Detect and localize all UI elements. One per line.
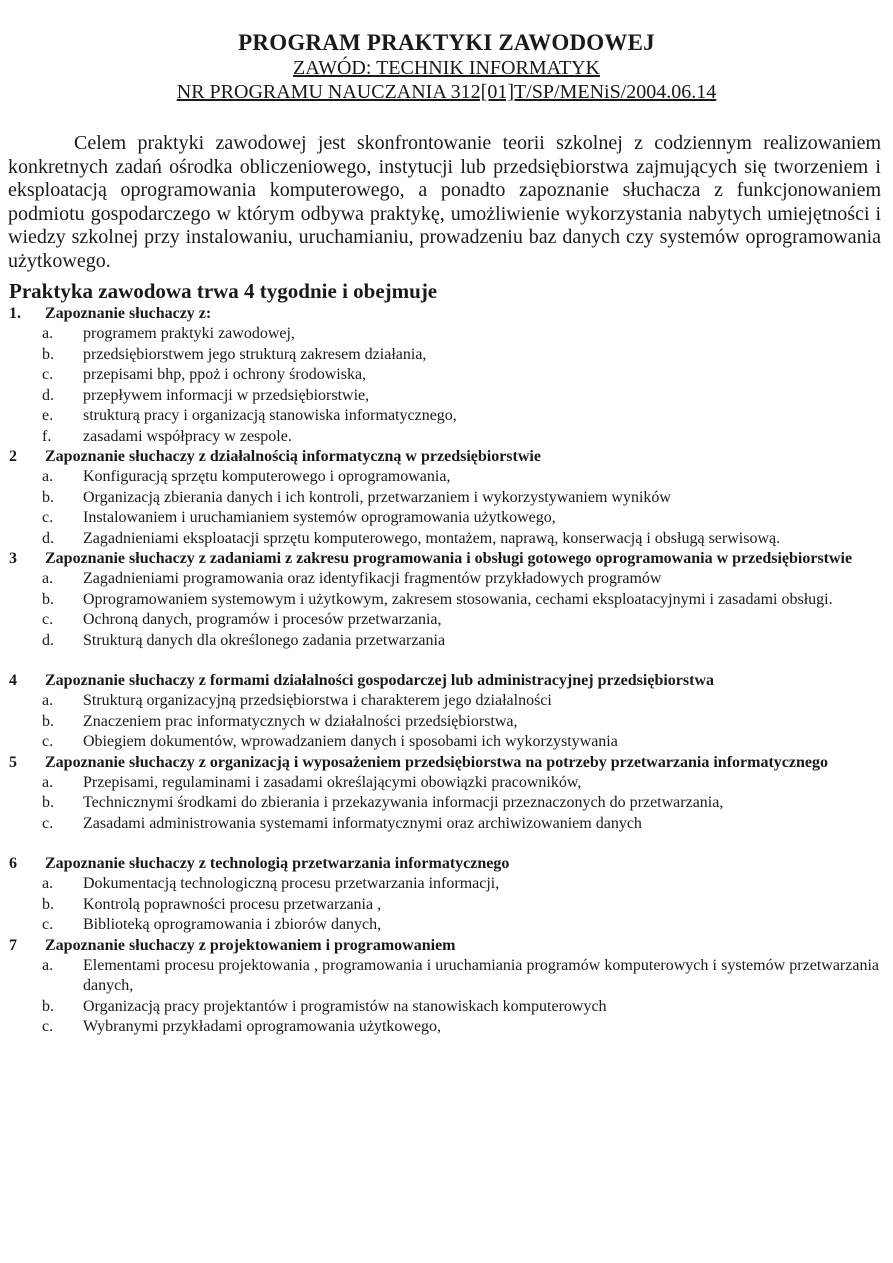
program-subitem [9, 691, 879, 712]
program-subitem-letter: b. [42, 590, 54, 608]
program-subitem-text: Organizacją pracy projektantów i programistów na stanowiskach komputerowych [83, 997, 607, 1015]
program-subitem-letter: c. [42, 916, 54, 933]
program-subitem-text: Strukturą danych dla określonego zadania przetwarzania [83, 631, 446, 649]
program-subitem-text: Dokumentacją technologiczną procesu przetwarzania informacji, [83, 875, 500, 892]
program-subitem [9, 773, 879, 794]
program-subitem-letter: c. [42, 1018, 54, 1035]
program-item [9, 671, 879, 753]
program-item-title: Zapoznanie słuchaczy z formami działalności gospodarczej lub administracyjnej przedsiębiorstwa [45, 672, 714, 689]
program-item-heading [9, 549, 879, 569]
program-subitem-letter: b. [42, 997, 54, 1015]
program-subitem [9, 427, 879, 448]
program-subitem-letter: b. [42, 345, 54, 363]
program-subitem-text: Zagadnieniami eksploatacji sprzętu komputerowego, montażem, naprawą, konserwacją i obsługą serwisową. [83, 529, 781, 547]
program-subitem [9, 467, 879, 488]
program-items-list [9, 304, 879, 1038]
program-subitem [9, 814, 879, 835]
program-item-heading [9, 671, 879, 691]
program-subitem-text: Organizacją zbierania danych i ich kontroli, przetwarzaniem i wykorzystywaniem wyników [83, 488, 671, 506]
program-item-number: 3 [9, 550, 17, 567]
list-spacer [9, 651, 879, 671]
program-subitem-letter: b. [42, 895, 54, 913]
program-subitem [9, 406, 879, 427]
program-subitem-letter: d. [42, 631, 54, 649]
program-subitem-text: Instalowaniem i uruchamianiem systemów oprogramowania użytkowego, [83, 509, 556, 526]
document-title: PROGRAM PRAKTYKI ZAWODOWEJ [238, 30, 655, 55]
program-subitem-text: Strukturą organizacyjną przedsiębiorstwa i charakterem jego działalności [83, 692, 552, 709]
program-item-title: Zapoznanie słuchaczy z technologią przetwarzania informatycznego [45, 855, 510, 872]
program-subitem-letter: f. [42, 427, 52, 445]
program-subitem-letter: c. [42, 733, 54, 750]
document-header [0, 0, 893, 104]
program-item-number: 4 [9, 672, 17, 689]
program-subitem [9, 529, 879, 550]
program-subitem-text: Zagadnieniami programowania oraz identyfikacji fragmentów przykładowych programów [83, 570, 662, 587]
program-subitem-letter: a. [42, 875, 54, 892]
program-number-line: NR PROGRAMU NAUCZANIA 312[01]T/SP/MENiS/2004.06.14 [176, 81, 717, 103]
program-item-title: Zapoznanie słuchaczy z zadaniami z zakresu programowania i obsługi gotowego oprogramowania w przedsiębiorstwie [45, 550, 853, 567]
program-subitem-letter: c. [42, 366, 54, 383]
program-subitem-text: Obiegiem dokumentów, wprowadzaniem danych i sposobami ich wykorzystywania [83, 733, 618, 750]
program-subitem-letter: a. [42, 570, 54, 587]
program-item-title: Zapoznanie słuchaczy z organizacją i wyposażeniem przedsiębiorstwa na potrzeby przetwarzania informatycznego [45, 753, 828, 771]
program-subitem-text: Ochroną danych, programów i procesów przetwarzania, [83, 611, 442, 628]
program-subitem [9, 610, 879, 631]
program-item [9, 936, 879, 1038]
program-subitem-text: Elementami procesu projektowania , programowania i uruchamiania programów komputerowych i systemów przetwarzania danych, [83, 956, 879, 994]
program-item-title: Zapoznanie słuchaczy z działalnością informatyczną w przedsiębiorstwie [45, 448, 541, 465]
program-subitem-letter: b. [42, 794, 54, 811]
program-item-number: 7 [9, 936, 17, 954]
program-subitem [9, 874, 879, 895]
program-subitem-letter: b. [42, 712, 54, 730]
program-subitem-text: strukturą pracy i organizacją stanowiska informatycznego, [83, 407, 457, 424]
program-item [9, 549, 879, 651]
program-item-heading [9, 854, 879, 874]
program-item-number: 6 [9, 855, 17, 872]
profession-line: ZAWÓD: TECHNIK INFORMATYK [293, 57, 600, 79]
program-subitem-text: Zasadami administrowania systemami informatycznymi oraz archiwizowaniem danych [83, 814, 642, 832]
program-subitem [9, 631, 879, 652]
program-subitem-text: przepływem informacji w przedsiębiorstwie, [83, 386, 370, 404]
program-subitem-text: zasadami współpracy w zespole. [83, 427, 292, 445]
program-subitem-text: Znaczeniem prac informatycznych w działalności przedsiębiorstwa, [83, 712, 518, 730]
program-subitem-text: Przepisami, regulaminami i zasadami określającymi obowiązki pracowników, [83, 773, 582, 791]
program-subitem [9, 997, 879, 1018]
program-subitem [9, 956, 879, 997]
program-subitem [9, 590, 879, 611]
program-item [9, 753, 879, 835]
program-item [9, 854, 879, 936]
program-subitem [9, 915, 879, 936]
list-spacer [9, 834, 879, 854]
program-subitem-text: Technicznymi środkami do zbierania i przekazywania informacji przeznaczonych do przetwarzania, [83, 794, 724, 811]
program-subitem [9, 793, 879, 814]
program-item-number: 2 [9, 448, 17, 465]
program-subitem [9, 488, 879, 509]
program-subitem-letter: c. [42, 611, 54, 628]
program-item-title: Zapoznanie słuchaczy z: [45, 305, 212, 322]
section-title: Praktyka zawodowa trwa 4 tygodnie i obejmuje [9, 279, 438, 303]
program-subitem [9, 386, 879, 407]
program-subitem-text: przepisami bhp, ppoż i ochrony środowiska, [83, 366, 367, 383]
program-subitem-text: programem praktyki zawodowej, [83, 325, 295, 342]
program-subitem-letter: a. [42, 773, 54, 791]
program-subitem [9, 508, 879, 529]
program-subitem-text: Wybranymi przykładami oprogramowania użytkowego, [83, 1018, 442, 1035]
program-subitem-letter: a. [42, 325, 54, 342]
program-item-heading [9, 447, 879, 467]
program-subitem-letter: a. [42, 692, 54, 709]
program-item [9, 447, 879, 549]
program-subitem-letter: a. [42, 468, 54, 485]
program-subitem [9, 732, 879, 753]
program-item-heading [9, 304, 879, 324]
program-subitem-letter: c. [42, 814, 54, 832]
program-subitem-letter: a. [42, 956, 54, 974]
program-subitem [9, 569, 879, 590]
intro-paragraph: Celem praktyki zawodowej jest skonfrontowanie teorii szkolnej z codziennym realizowaniem konkretnych zadań ośrodka obliczeniowego, instytucji lub przedsiębiorstwa zajmujących się tworzeniem i eksploatacją oprogramowania komputerowego, a ponadto zapoznanie słuchacza z funkcjonowaniem podmiotu gospodarczego w którym odbywa praktykę, umożliwienie wykorzystania nabytych umiejętności i wiedzy szkolnej przy instalowaniu, uruchamianiu, prowadzeniu baz danych czy systemów oprogramowania użytkowego. [8, 132, 881, 272]
program-subitem-letter: b. [42, 488, 54, 506]
program-subitem-letter: d. [42, 529, 54, 547]
program-subitem-text: Oprogramowaniem systemowym i użytkowym, zakresem stosowania, cechami eksploatacyjnymi i zasadami obsługi. [83, 590, 833, 608]
program-subitem [9, 712, 879, 733]
program-subitem-text: Konfiguracją sprzętu komputerowego i oprogramowania, [83, 468, 451, 485]
program-subitem [9, 324, 879, 345]
program-subitem [9, 345, 879, 366]
program-subitem-letter: d. [42, 386, 54, 404]
program-subitem-text: Kontrolą poprawności procesu przetwarzania , [83, 895, 382, 913]
program-item-title: Zapoznanie słuchaczy z projektowaniem i programowaniem [45, 936, 456, 954]
program-subitem [9, 895, 879, 916]
program-item-heading [9, 753, 879, 773]
program-item [9, 304, 879, 447]
program-subitem [9, 365, 879, 386]
program-subitem [9, 1017, 879, 1038]
program-item-heading [9, 936, 879, 956]
program-item-number: 1. [9, 305, 21, 322]
program-subitem-text: Biblioteką oprogramowania i zbiorów danych, [83, 916, 382, 933]
program-subitem-letter: c. [42, 509, 54, 526]
program-subitem-letter: e. [42, 407, 54, 424]
program-item-number: 5 [9, 753, 17, 771]
program-subitem-text: przedsiębiorstwem jego strukturą zakresem działania, [83, 345, 427, 363]
